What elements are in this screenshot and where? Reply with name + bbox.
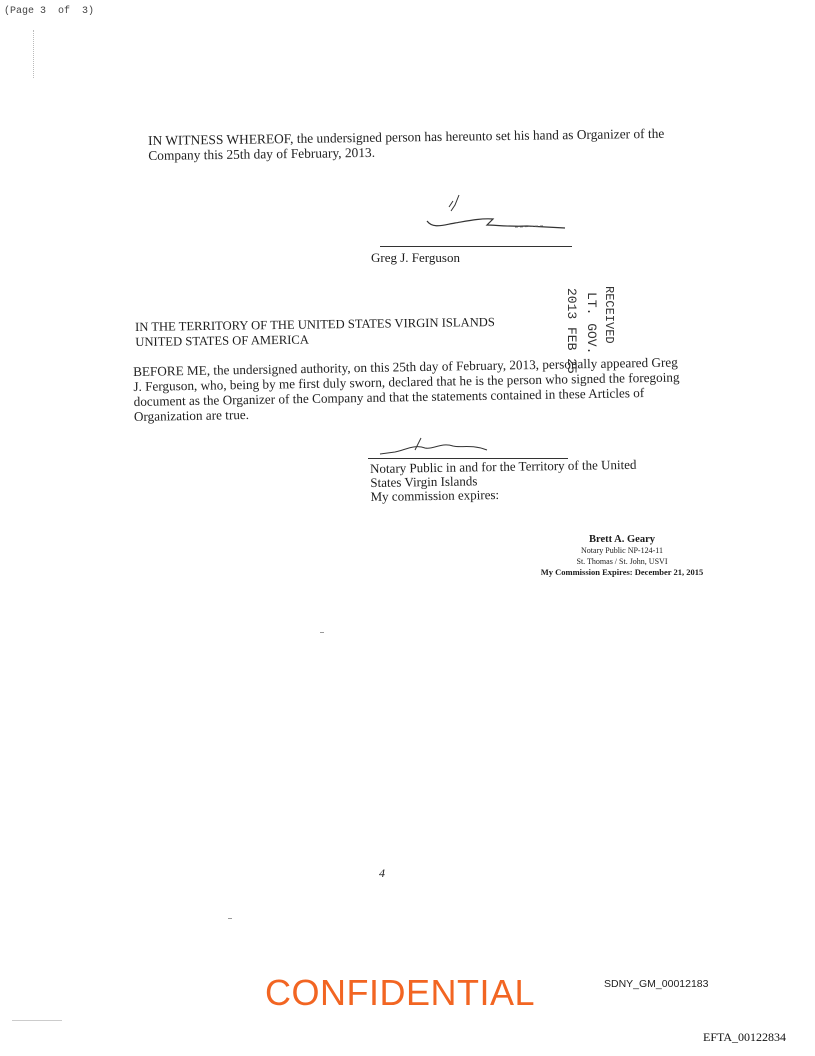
notary-stamp-name: Brett A. Geary <box>589 534 655 545</box>
scan-speck <box>320 632 324 633</box>
notary-signature <box>375 430 505 460</box>
efta-number: EFTA_00122834 <box>703 1030 787 1044</box>
margin-mark <box>33 30 36 78</box>
venue-block <box>135 315 495 350</box>
organizer-signature <box>415 185 575 245</box>
notary-line-2: States Virgin Islands <box>370 473 478 490</box>
scan-speck <box>228 918 232 919</box>
notary-stamp-id: Notary Public NP-124-11 <box>581 546 663 555</box>
notary-line-1: Notary Public in and for the Territory of the United <box>369 456 637 476</box>
notary-stamp-commission: My Commission Expires: December 21, 2015 <box>540 567 704 577</box>
venue-line-2: UNITED STATES OF AMERICA <box>135 332 309 349</box>
page-number: 4 <box>379 866 385 880</box>
witness-clause: IN WITNESS WHEREOF, the undersigned person has hereunto set his hand as Organizer of the Company this 25th day of February, 2013. <box>148 125 665 163</box>
received-stamp-status: RECEIVED <box>602 286 616 344</box>
bates-number: SDNY_GM_00012183 <box>604 978 709 990</box>
notary-line-3: My commission expires: <box>370 486 500 504</box>
received-stamp-date: 2013 FEB 25 <box>564 288 579 374</box>
scan-edge-mark <box>12 1020 62 1021</box>
notary-stamp-location: St. Thomas / St. John, USVI <box>576 557 668 566</box>
confidential-label: CONFIDENTIAL <box>265 972 536 1013</box>
venue-line-1: IN THE TERRITORY OF THE UNITED STATES VIRGIN ISLANDS <box>135 314 495 334</box>
received-stamp-office: LT. GOV. <box>584 292 599 355</box>
notarial-statement: BEFORE ME, the undersigned authority, on this 25th day of February, 2013, personally appeared Greg J. Ferguson, who, being by me first duly sworn, declared that he is the person who signed the foregoing document as the Organizer of the Company and that the statements contained in these Articles of Organization are true. <box>133 354 680 424</box>
notary-stamp <box>522 534 722 578</box>
signatory-name: Greg J. Ferguson <box>371 250 460 265</box>
signature-line <box>380 246 572 247</box>
page-marker: (Page 3 of 3) <box>4 6 95 17</box>
notary-block <box>370 458 637 504</box>
